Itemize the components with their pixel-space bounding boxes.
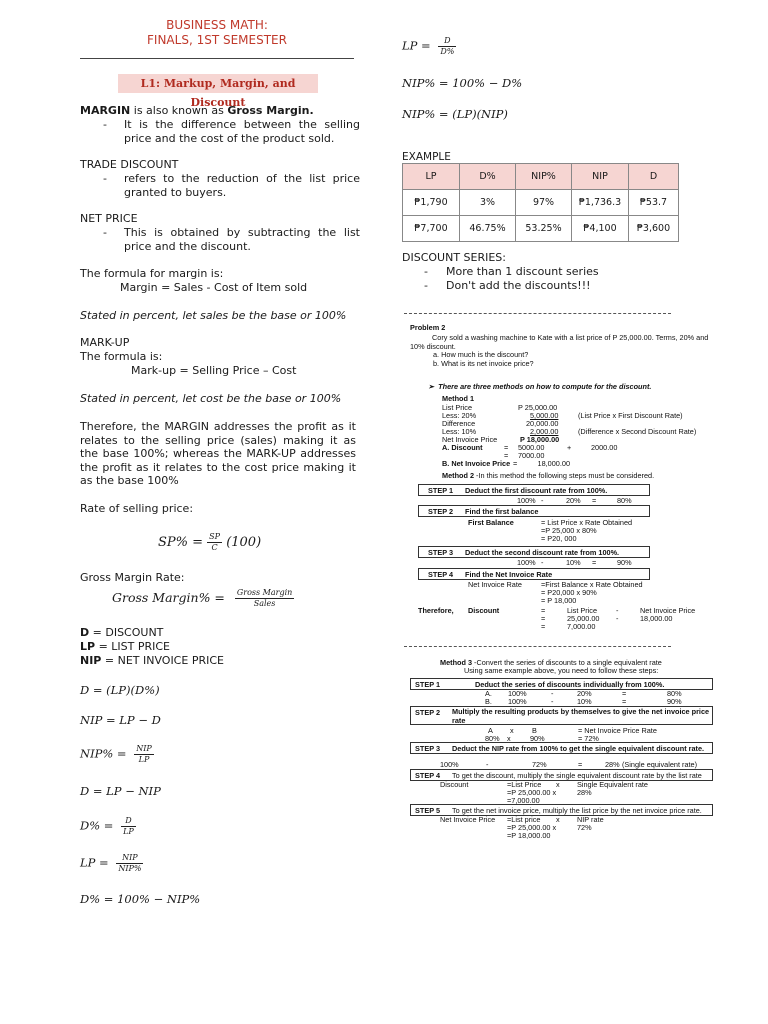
method2-step1: STEP 1 Deduct the first discount rate from 100%.	[418, 484, 650, 496]
calc: NIP rate	[577, 815, 604, 824]
def-net-invoice-price: NIP = NET INVOICE PRICE	[80, 654, 224, 667]
margin-definition: MARGIN is also known as Gross Margin.	[80, 104, 314, 117]
method1-equals: =	[504, 443, 509, 452]
calc: =	[622, 697, 627, 706]
calc: -	[541, 496, 544, 505]
trade-discount-heading: TRADE DISCOUNT	[80, 158, 179, 171]
method3-step1: STEP 1 Deduct the series of discounts individually from 100%.	[410, 678, 713, 690]
method1-operator: +	[567, 443, 572, 452]
calc: 10%	[577, 697, 592, 706]
col-header: D%	[460, 164, 516, 190]
formula-d-percent-alt: D% = 100% − NIP%	[80, 892, 201, 906]
calc: 100%	[508, 697, 527, 706]
method1-value: 5000.00	[518, 443, 545, 452]
section-divider	[404, 313, 671, 314]
calc: 72%	[577, 823, 592, 832]
problem-text: Cory sold a washing machine to Kate with a list price of P 25,000.00. Terms, 20% and	[432, 333, 709, 342]
calc: Net Invoice Price	[640, 606, 696, 615]
calc: -	[541, 558, 544, 567]
lesson-title: L1: Markup, Margin, and Discount	[118, 74, 318, 93]
table-cell: 3%	[460, 190, 516, 216]
stated-sales-note: Stated in percent, let sales be the base or 100%	[80, 309, 347, 322]
bullet-dash: -	[103, 172, 107, 185]
method2-step4: STEP 4 Find the Net Invoice Rate	[418, 568, 650, 580]
table-cell: ₱4,100	[572, 216, 629, 242]
method1-label: Less: 20%	[442, 411, 477, 420]
def-list-price: LP = LIST PRICE	[80, 640, 171, 653]
calc: 100%	[517, 558, 536, 567]
therefore-paragraph: Therefore, the MARGIN addresses the profit as it relates to the selling price (sales) making it as the base 100%; whereas the MARK-UP addresses the profit as it relates to the cost price making it as the base 100%	[80, 420, 356, 487]
margin-formula-intro: The formula for margin is:	[80, 267, 224, 280]
discount-label: Discount	[440, 780, 469, 789]
table-cell: ₱3,600	[629, 216, 679, 242]
formula-discount: D = (LP)(D%)	[80, 683, 160, 697]
net-price-heading: NET PRICE	[80, 212, 138, 225]
example-table	[402, 163, 679, 242]
col-header: D	[629, 164, 679, 190]
table-row	[403, 216, 679, 242]
method3-intro: Method 3 -Convert the series of discounts to a single equivalent rate	[440, 658, 662, 667]
problem-question-b: b. What is its net invoice price?	[433, 359, 534, 368]
calc: 20%	[577, 689, 592, 698]
table-cell: ₱53.7	[629, 190, 679, 216]
method1-answer-a: A. Discount	[442, 443, 483, 452]
calc: 18,000.00	[640, 614, 673, 623]
table-cell: 97%	[516, 190, 572, 216]
calc: 90%	[617, 558, 632, 567]
method1-note: (List Price x First Discount Rate)	[578, 411, 683, 420]
table-row	[403, 190, 679, 216]
calc: A.	[485, 689, 492, 698]
header-divider	[80, 58, 354, 59]
method1-label: Difference	[442, 419, 476, 428]
calc: = P20,000 x 90%	[541, 588, 597, 597]
calc: 72%	[532, 760, 547, 769]
calc: =	[592, 558, 597, 567]
calc: x	[510, 726, 514, 735]
table-header-row	[403, 164, 679, 190]
calc: =List Price	[507, 780, 542, 789]
method3-step5: STEP 5 To get the net invoice price, multiply the list price by the net invoice price rate.	[410, 804, 713, 816]
table-cell: ₱7,700	[403, 216, 460, 242]
stated-cost-note: Stated in percent, let cost be the base or 100%	[80, 392, 342, 405]
therefore-label: Therefore,	[418, 606, 454, 615]
problem-text: 10% discount.	[410, 342, 456, 351]
method3-step3: STEP 3 Deduct the NIP rate from 100% to get the single equivalent discount rate.	[410, 742, 713, 754]
calc: -	[616, 606, 619, 615]
calc: 80%	[485, 734, 500, 743]
calc: 80%	[667, 689, 682, 698]
calc: =	[578, 760, 583, 769]
doc-title-line2: FINALS, 1ST SEMESTER	[147, 33, 287, 47]
margin-term: MARGIN	[80, 104, 131, 117]
calc: =	[541, 606, 546, 615]
net-invoice-price-label: Net Invoice Price	[440, 815, 496, 824]
gm-rate-label: Gross Margin Rate:	[80, 571, 185, 584]
calc: 28%	[577, 788, 592, 797]
calc: x	[556, 815, 560, 824]
discount-label: Discount	[468, 606, 500, 615]
calc: = 72%	[578, 734, 599, 743]
calc: =	[622, 689, 627, 698]
calc: x	[556, 780, 560, 789]
calc: x	[507, 734, 511, 743]
method1-label: Net Invoice Price	[442, 435, 498, 444]
margin-formula: Margin = Sales - Cost of Item sold	[120, 281, 308, 294]
doc-title-line1: BUSINESS MATH:	[166, 18, 268, 32]
methods-intro: ➢ There are three methods on how to compute for the discount.	[428, 382, 652, 391]
formula-nip-percent: NIP% = $\frac{\text{NIP}}{LP}$	[80, 744, 152, 764]
formula-nip-percent-alt: NIP% = 100% − D%	[402, 76, 523, 90]
calc: 100%	[440, 760, 459, 769]
calc: 100%	[517, 496, 536, 505]
rate-sp-label: Rate of selling price:	[80, 502, 194, 515]
table-cell: ₱1,790	[403, 190, 460, 216]
method2-intro: Method 2 -In this method the following steps must be considered.	[442, 471, 655, 480]
formula-nip-percent-product: NIP% = (LP)(NIP)	[402, 107, 508, 121]
method1-label: Less: 10%	[442, 427, 477, 436]
calc: 28%	[605, 760, 620, 769]
calc: 80%	[617, 496, 632, 505]
calc: = P 18,000	[541, 596, 577, 605]
calc: =	[541, 622, 546, 631]
first-balance-label: First Balance	[468, 518, 514, 527]
bullet-dash: -	[103, 118, 107, 131]
table-cell: ₱1,736.3	[572, 190, 629, 216]
table-cell: 46.75%	[460, 216, 516, 242]
calc: B.	[485, 697, 492, 706]
col-header: NIP%	[516, 164, 572, 190]
col-header: NIP	[572, 164, 629, 190]
method1-value: 2,000.00	[530, 427, 559, 436]
calc: 90%	[530, 734, 545, 743]
net-invoice-rate-label: Net Invoice Rate	[468, 580, 522, 589]
calc: 10%	[566, 558, 581, 567]
discount-series-item: Don't add the discounts!!!	[446, 279, 591, 292]
method1-value: P 18,000.00	[520, 435, 560, 444]
calc: 100%	[508, 689, 527, 698]
table-cell: 53.25%	[516, 216, 572, 242]
problem-title: Problem 2	[410, 323, 446, 332]
calc: -	[616, 614, 619, 623]
calc: (Single equivalent rate)	[622, 760, 698, 769]
sp-formula: SP% = $\frac{SP}{C}$ (100)	[158, 532, 262, 552]
calc: List Price	[567, 606, 598, 615]
calc: -	[551, 697, 554, 706]
calc: -	[486, 760, 489, 769]
method1-value: 5,000.00	[530, 411, 559, 420]
calc: = List Price x Rate Obtained	[541, 518, 633, 527]
method1-value: 20,000.00	[526, 419, 559, 428]
calc: = Net Invoice Price Rate	[578, 726, 657, 735]
formula-lp-from-d: LP = $\frac{D}{D\%}$	[402, 36, 455, 56]
calc: Single Equivalent rate	[577, 780, 648, 789]
formula-nip: NIP = LP − D	[80, 713, 161, 727]
method1-label: List Price	[442, 403, 473, 412]
bullet-dash: -	[103, 226, 107, 239]
section-divider	[404, 646, 671, 647]
method1-value: = 18,000.00	[513, 459, 570, 468]
net-price-bullet: This is obtained by subtracting the list price and the discount.	[124, 226, 360, 253]
calc: =P 25,000 x 80%	[541, 526, 597, 535]
calc: =P 25,000.00 x	[507, 788, 557, 797]
method3-step4: STEP 4 To get the discount, multiply the single equivalent discount rate by the list rate	[410, 769, 713, 781]
calc: =	[541, 614, 546, 623]
method3-step2: STEP 2 Multiply the resulting products by themselves to give the net invoice price rate	[410, 706, 713, 725]
formula-d-percent: D% = $\frac{D}{LP}$	[80, 816, 134, 836]
calc: -	[551, 689, 554, 698]
method1-note: (Difference x Second Discount Rate)	[578, 427, 697, 436]
calc: 20%	[566, 496, 581, 505]
bullet-dash: -	[424, 265, 428, 278]
calc: =P 25,000.00 x	[507, 823, 557, 832]
method3-intro2: Using same example above, you need to follow these steps:	[464, 666, 659, 675]
calc: 7,000.00	[567, 622, 596, 631]
markup-formula-intro: The formula is:	[80, 350, 163, 363]
calc: =7,000.00	[507, 796, 540, 805]
markup-heading: MARK-UP	[80, 336, 130, 349]
calc: = P20, 000	[541, 534, 577, 543]
method1-answer-b: B. Net Invoice Price	[442, 459, 511, 468]
trade-discount-bullet: refers to the reduction of the list price granted to buyers.	[124, 172, 360, 199]
calc: B	[532, 726, 537, 735]
margin-bullet: It is the difference between the selling price and the cost of the product sold.	[124, 118, 360, 145]
formula-discount-alt: D = LP − NIP	[80, 784, 161, 798]
method1-value: 7000.00	[518, 451, 545, 460]
calc: =First Balance x Rate Obtained	[541, 580, 643, 589]
markup-formula: Mark-up = Selling Price – Cost	[131, 364, 297, 377]
calc: =	[592, 496, 597, 505]
arrow-icon: ➢	[428, 382, 439, 391]
formula-list-price: LP = $\frac{\text{NIP}}{\text{NIP\%}}$	[80, 853, 142, 873]
col-header: LP	[403, 164, 460, 190]
discount-series-heading: DISCOUNT SERIES:	[402, 251, 506, 264]
example-label: EXAMPLE	[402, 151, 451, 163]
calc: 25,000.00	[567, 614, 600, 623]
method1-value: P 25,000.00	[518, 403, 558, 412]
calc: A	[488, 726, 493, 735]
calc: =P 18,000.00	[507, 831, 551, 840]
calc: 90%	[667, 697, 682, 706]
method1-equals: =	[504, 451, 509, 460]
def-discount: D = DISCOUNT	[80, 626, 164, 639]
discount-series-item: More than 1 discount series	[446, 265, 599, 278]
bullet-dash: -	[424, 279, 428, 292]
calc: =List price	[507, 815, 541, 824]
method2-step3: STEP 3 Deduct the second discount rate from 100%.	[418, 546, 650, 558]
method1-value: 2000.00	[591, 443, 618, 452]
gm-formula: Gross Margin% = $\frac{\text{Gross Margin}}{\text{Sales}}$	[112, 588, 293, 608]
method1-title: Method 1	[442, 394, 475, 403]
method2-step2: STEP 2 Find the first balance	[418, 505, 650, 517]
problem-question-a: a. How much is the discount?	[433, 350, 529, 359]
